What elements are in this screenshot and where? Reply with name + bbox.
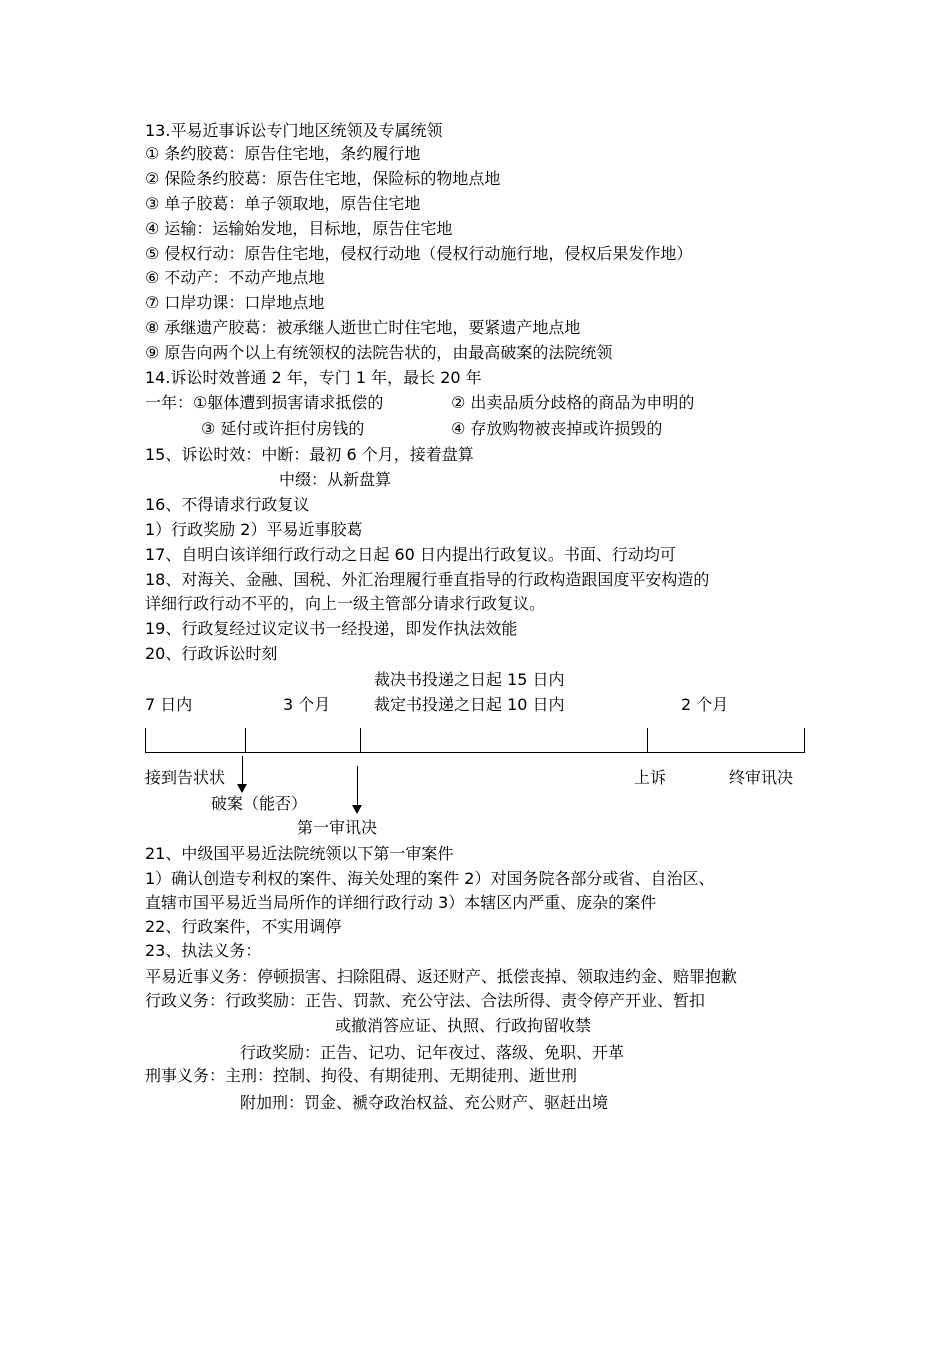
item-13-bill: ③ 单子胶葛：单子领取地，原告住宅地: [145, 194, 421, 213]
item-20-heading: 20、行政诉讼时刻: [145, 644, 278, 663]
item-17: 17、自明白该详细行政行动之日起 60 日内提出行政复议。书面、行动均可: [145, 545, 676, 564]
item-15-interrupt: 15、诉讼时效：中断：最初 6 个月，接着盘算: [145, 445, 474, 464]
timeline-event-case-filed: 破案（能否）: [211, 794, 308, 813]
item-13-inheritance: ⑧ 承继遗产胶葛：被承继人逝世亡时住宅地，要紧遗产地点地: [145, 318, 581, 337]
item-18-a: 18、对海关、金融、国税、外汇治理履行垂直指导的行政构造跟国度平安构造的: [145, 570, 710, 589]
timeline-label-7-days: 7 日内: [145, 695, 193, 714]
item-13-heading: 13.平易近事诉讼专门地区统领及专属统领: [145, 121, 443, 140]
timeline-tick: [804, 728, 805, 753]
timeline-label-3-months: 3 个月: [283, 695, 331, 714]
item-18-b: 详细行政行动不平的，向上一级主管部分请求行政复议。: [145, 594, 546, 613]
timeline-tick: [647, 728, 648, 753]
item-13-insurance: ② 保险条约胶葛：原告住宅地，保险标的物地点地: [145, 169, 501, 188]
item-23-admin-c: 行政奖励：正告、记功、记年夜过、落级、免职、开革: [240, 1043, 625, 1062]
item-14-one-year-a2: ② 出卖品质分歧格的商品为申明的: [451, 393, 695, 412]
item-13-tort: ⑤ 侵权行动：原告住宅地，侵权行动地（侵权行动施行地，侵权后果发作地）: [145, 244, 693, 263]
timeline-tick: [145, 728, 146, 753]
item-14-one-year-b1: ③ 延付或许拒付房钱的: [201, 419, 365, 438]
timeline-label-ruling-10: 裁定书投递之日起 10 日内: [374, 695, 565, 714]
timeline-arrow-shaft: [357, 766, 358, 806]
item-13-transport: ④ 运输：运输始发地，目标地，原告住宅地: [145, 219, 453, 238]
item-23-heading: 23、执法义务：: [145, 941, 262, 960]
item-21-a: 1）确认创造专利权的案件、海关处理的案件 2）对国务院各部分或省、自治区、: [145, 869, 715, 888]
timeline-label-judgment-15: 裁决书投递之日起 15 日内: [374, 670, 565, 689]
timeline-label-2-months: 2 个月: [681, 695, 729, 714]
item-13-port: ⑦ 口岸功课：口岸地点地: [145, 293, 325, 312]
timeline-event-appeal: 上诉: [634, 768, 667, 787]
timeline-axis: [145, 752, 805, 753]
timeline-event-complaint: 接到告状状: [145, 768, 226, 787]
arrow-down-icon: [237, 784, 247, 793]
item-13-realestate: ⑥ 不动产：不动产地点地: [145, 268, 325, 287]
timeline-tick: [360, 728, 361, 753]
item-23-civil: 平易近事义务：停顿损害、扫除阻碍、返还财产、抵偿丧掉、领取违约金、赔罪抱歉: [145, 967, 738, 986]
item-23-admin-a: 行政义务：行政奖励：正告、罚款、充公守法、合法所得、责令停产开业、暂扣: [145, 991, 706, 1010]
item-21-b: 直辖市国平易近当局所作的详细行政行动 3）本辖区内严重、庞杂的案件: [145, 893, 657, 912]
item-21-heading: 21、中级国平易近法院统领以下第一审案件: [145, 844, 454, 863]
item-16-heading: 16、不得请求行政复议: [145, 495, 310, 514]
item-13-contract: ① 条约胶葛：原告住宅地，条约履行地: [145, 144, 421, 163]
timeline-event-first-judgment: 第一审讯决: [297, 818, 378, 837]
item-22: 22、行政案件，不实用调停: [145, 917, 342, 936]
item-15-suspend: 中缀：从新盘算: [279, 470, 392, 489]
timeline-event-final-judgment: 终审讯决: [729, 768, 794, 787]
item-14-one-year-b2: ④ 存放购物被丧掉或许损毁的: [451, 419, 663, 438]
item-13-multiple-courts: ⑨ 原告向两个以上有统领权的法院告状的，由最高破案的法院统领: [145, 343, 613, 362]
item-23-admin-b: 或撤消答应证、执照、行政拘留收禁: [335, 1016, 592, 1035]
item-14-heading: 14.诉讼时效普通 2 年，专门 1 年，最长 20 年: [145, 368, 482, 387]
item-23-criminal-a: 刑事义务：主刑：控制、拘役、有期徒刑、无期徒刑、逝世刑: [145, 1066, 578, 1085]
timeline-arrow-shaft: [242, 756, 243, 784]
item-14-one-year-a1: 一年：①躯体遭到损害请求抵偿的: [145, 393, 384, 412]
item-23-criminal-b: 附加刑：罚金、褫夺政治权益、充公财产、驱赶出境: [240, 1093, 609, 1112]
item-16-list: 1）行政奖励 2）平易近事胶葛: [145, 520, 363, 539]
item-19: 19、行政复经过议定议书一经投递，即发作执法效能: [145, 619, 518, 638]
arrow-down-icon: [352, 805, 362, 814]
timeline-tick: [245, 728, 246, 753]
